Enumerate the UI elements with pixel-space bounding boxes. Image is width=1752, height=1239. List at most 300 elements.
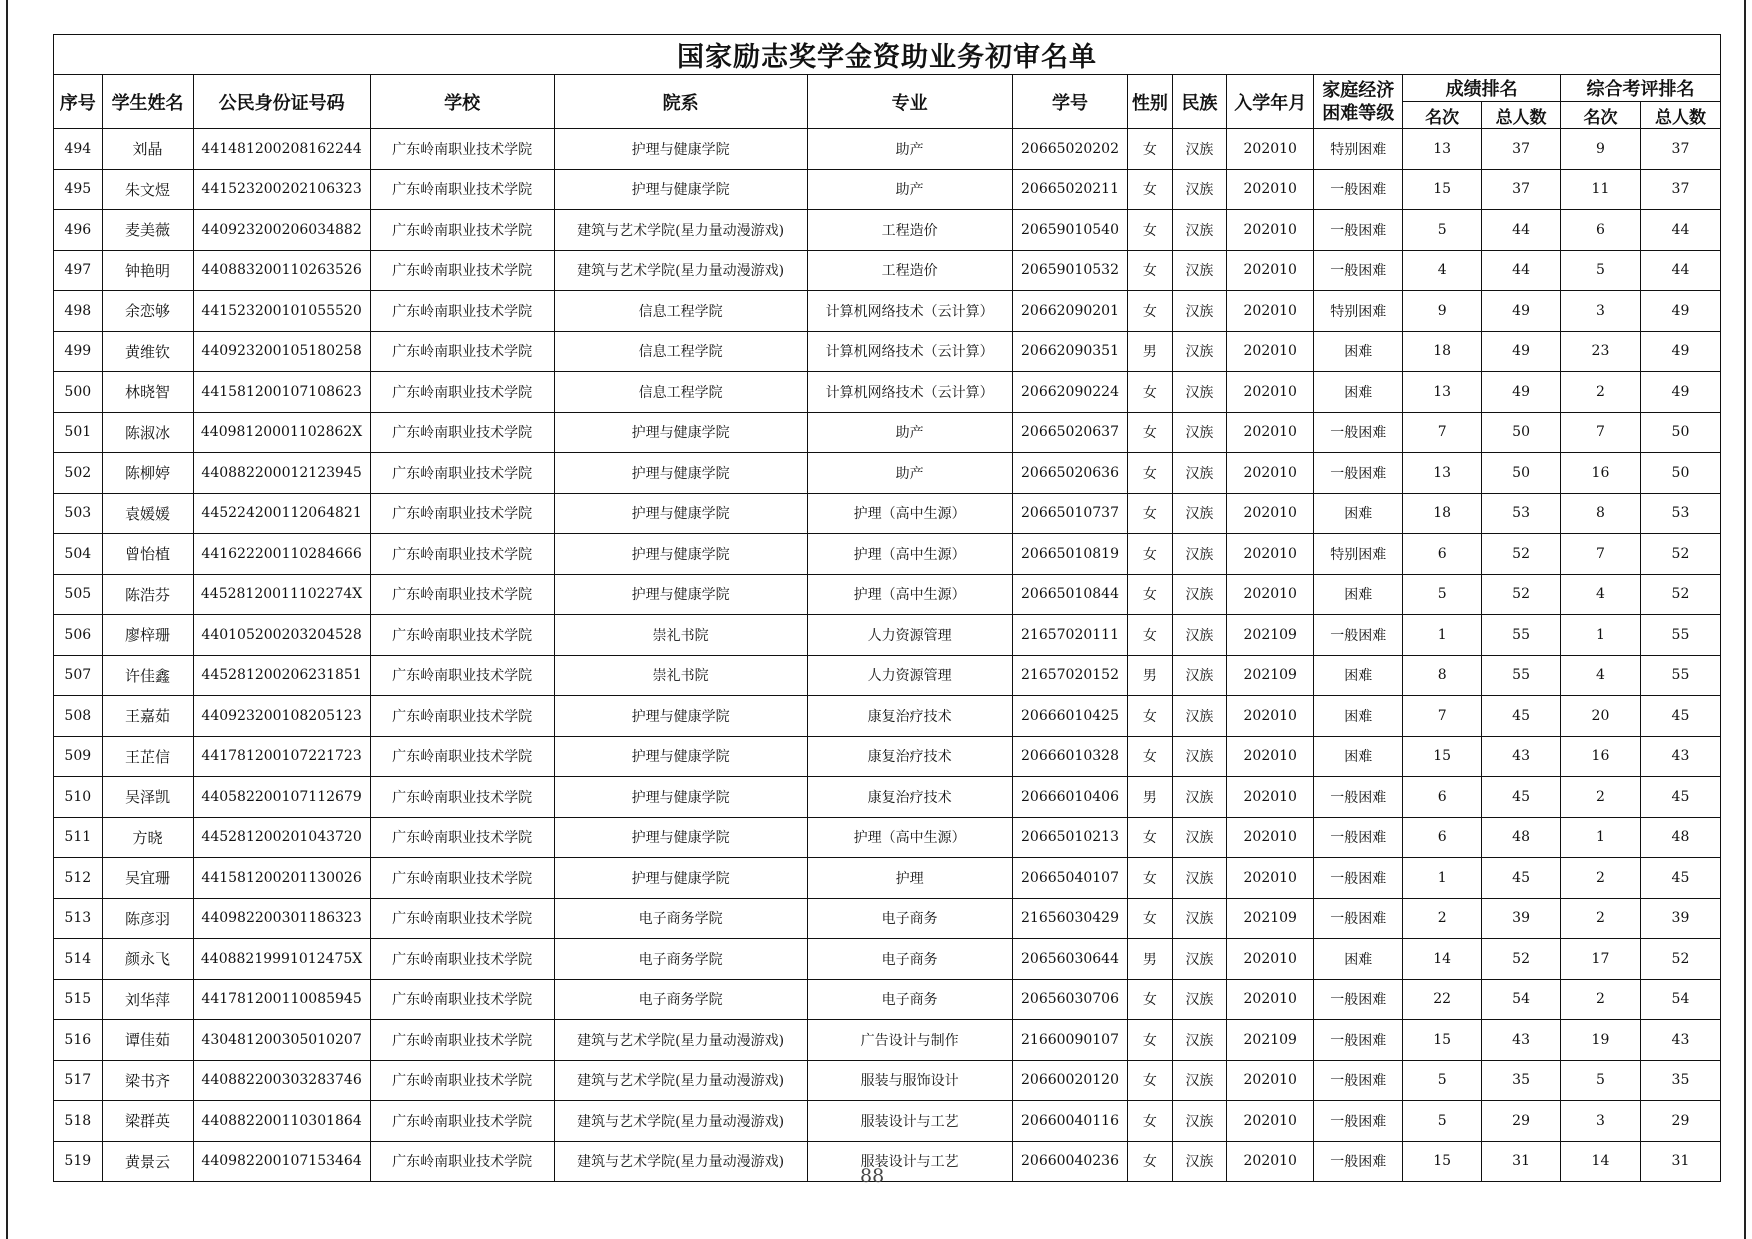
cell-major: 助产 xyxy=(807,412,1012,453)
cell-enroll: 202010 xyxy=(1227,493,1314,534)
cell-id-number: 445224200112064821 xyxy=(193,493,370,534)
cell-hardship: 一般困难 xyxy=(1314,979,1403,1020)
cell-enroll: 202010 xyxy=(1227,696,1314,737)
cell-major: 护理（高中生源） xyxy=(807,574,1012,615)
cell-student-no: 20666010328 xyxy=(1012,736,1127,777)
cell-ethnicity: 汉族 xyxy=(1172,939,1227,980)
cell-hardship: 一般困难 xyxy=(1314,858,1403,899)
cell-gender: 女 xyxy=(1128,453,1173,494)
cell-enroll: 202010 xyxy=(1227,412,1314,453)
cell-seq: 501 xyxy=(54,412,103,453)
cell-student-no: 20665010737 xyxy=(1012,493,1127,534)
cell-gender: 女 xyxy=(1128,1101,1173,1142)
cell-student-no: 20660040236 xyxy=(1012,1141,1127,1182)
cell-school: 广东岭南职业技术学院 xyxy=(370,129,554,170)
cell-school: 广东岭南职业技术学院 xyxy=(370,736,554,777)
cell-name: 陈彦羽 xyxy=(102,898,193,939)
cell-major: 助产 xyxy=(807,169,1012,210)
cell-student-no: 20665020636 xyxy=(1012,453,1127,494)
header-name: 学生姓名 xyxy=(102,75,193,129)
cell-grade-total: 50 xyxy=(1482,453,1561,494)
cell-department: 信息工程学院 xyxy=(554,291,807,332)
cell-ethnicity: 汉族 xyxy=(1172,1020,1227,1061)
cell-seq: 510 xyxy=(54,777,103,818)
cell-grade-rank: 18 xyxy=(1403,331,1482,372)
cell-major: 人力资源管理 xyxy=(807,655,1012,696)
cell-name: 颜永飞 xyxy=(102,939,193,980)
cell-seq: 504 xyxy=(54,534,103,575)
cell-enroll: 202010 xyxy=(1227,453,1314,494)
cell-id-number: 441481200208162244 xyxy=(193,129,370,170)
cell-gender: 女 xyxy=(1128,250,1173,291)
header-enroll: 入学年月 xyxy=(1227,75,1314,129)
cell-student-no: 21657020111 xyxy=(1012,615,1127,656)
cell-name: 黄维钦 xyxy=(102,331,193,372)
cell-overall-total: 52 xyxy=(1640,534,1720,575)
cell-department: 崇礼书院 xyxy=(554,615,807,656)
cell-gender: 女 xyxy=(1128,493,1173,534)
table-row xyxy=(54,291,1721,332)
cell-grade-rank: 1 xyxy=(1403,858,1482,899)
cell-grade-rank: 15 xyxy=(1403,736,1482,777)
cell-overall-rank: 2 xyxy=(1561,372,1641,413)
table-row xyxy=(54,979,1721,1020)
cell-major: 人力资源管理 xyxy=(807,615,1012,656)
cell-ethnicity: 汉族 xyxy=(1172,858,1227,899)
header-student-no: 学号 xyxy=(1012,75,1127,129)
table-row xyxy=(54,696,1721,737)
cell-department: 护理与健康学院 xyxy=(554,493,807,534)
cell-department: 护理与健康学院 xyxy=(554,169,807,210)
cell-grade-rank: 13 xyxy=(1403,453,1482,494)
cell-name: 陈柳婷 xyxy=(102,453,193,494)
cell-name: 袁媛媛 xyxy=(102,493,193,534)
cell-gender: 男 xyxy=(1128,777,1173,818)
cell-name: 麦美薇 xyxy=(102,210,193,251)
cell-overall-total: 55 xyxy=(1640,615,1720,656)
cell-major: 助产 xyxy=(807,129,1012,170)
cell-name: 陈浩芬 xyxy=(102,574,193,615)
table-row xyxy=(54,1020,1721,1061)
cell-enroll: 202010 xyxy=(1227,169,1314,210)
cell-enroll: 202010 xyxy=(1227,574,1314,615)
cell-hardship: 一般困难 xyxy=(1314,250,1403,291)
cell-seq: 508 xyxy=(54,696,103,737)
cell-enroll: 202010 xyxy=(1227,817,1314,858)
cell-id-number: 440982200107153464 xyxy=(193,1141,370,1182)
cell-grade-rank: 5 xyxy=(1403,574,1482,615)
cell-school: 广东岭南职业技术学院 xyxy=(370,979,554,1020)
cell-enroll: 202010 xyxy=(1227,858,1314,899)
cell-grade-rank: 22 xyxy=(1403,979,1482,1020)
cell-grade-rank: 13 xyxy=(1403,372,1482,413)
cell-department: 护理与健康学院 xyxy=(554,534,807,575)
cell-enroll: 202010 xyxy=(1227,331,1314,372)
cell-major: 电子商务 xyxy=(807,979,1012,1020)
cell-major: 护理（高中生源） xyxy=(807,534,1012,575)
cell-major: 广告设计与制作 xyxy=(807,1020,1012,1061)
cell-grade-rank: 6 xyxy=(1403,777,1482,818)
cell-seq: 507 xyxy=(54,655,103,696)
cell-enroll: 202010 xyxy=(1227,1101,1314,1142)
cell-major: 工程造价 xyxy=(807,210,1012,251)
cell-department: 建筑与艺术学院(星力量动漫游戏) xyxy=(554,1020,807,1061)
cell-student-no: 20666010425 xyxy=(1012,696,1127,737)
cell-name: 梁群英 xyxy=(102,1101,193,1142)
cell-department: 护理与健康学院 xyxy=(554,777,807,818)
cell-hardship: 一般困难 xyxy=(1314,898,1403,939)
cell-overall-rank: 2 xyxy=(1561,858,1641,899)
cell-seq: 495 xyxy=(54,169,103,210)
cell-ethnicity: 汉族 xyxy=(1172,736,1227,777)
cell-student-no: 20665020202 xyxy=(1012,129,1127,170)
cell-hardship: 一般困难 xyxy=(1314,1060,1403,1101)
cell-grade-total: 39 xyxy=(1482,898,1561,939)
table-row xyxy=(54,331,1721,372)
header-school: 学校 xyxy=(370,75,554,129)
cell-name: 钟艳明 xyxy=(102,250,193,291)
cell-major: 护理 xyxy=(807,858,1012,899)
cell-hardship: 困难 xyxy=(1314,372,1403,413)
cell-seq: 500 xyxy=(54,372,103,413)
cell-student-no: 20665040107 xyxy=(1012,858,1127,899)
cell-ethnicity: 汉族 xyxy=(1172,210,1227,251)
roster-body xyxy=(54,129,1721,1182)
cell-school: 广东岭南职业技术学院 xyxy=(370,696,554,737)
cell-ethnicity: 汉族 xyxy=(1172,979,1227,1020)
cell-grade-rank: 8 xyxy=(1403,655,1482,696)
cell-major: 康复治疗技术 xyxy=(807,696,1012,737)
cell-enroll: 202109 xyxy=(1227,655,1314,696)
cell-grade-total: 45 xyxy=(1482,696,1561,737)
cell-name: 刘晶 xyxy=(102,129,193,170)
cell-major: 计算机网络技术（云计算） xyxy=(807,291,1012,332)
cell-id-number: 440923200105180258 xyxy=(193,331,370,372)
cell-overall-rank: 9 xyxy=(1561,129,1641,170)
cell-overall-rank: 23 xyxy=(1561,331,1641,372)
cell-enroll: 202109 xyxy=(1227,898,1314,939)
cell-id-number: 430481200305010207 xyxy=(193,1020,370,1061)
cell-overall-rank: 14 xyxy=(1561,1141,1641,1182)
cell-department: 电子商务学院 xyxy=(554,898,807,939)
cell-grade-total: 55 xyxy=(1482,655,1561,696)
cell-grade-total: 43 xyxy=(1482,1020,1561,1061)
header-overall-rank: 名次 xyxy=(1561,102,1641,129)
cell-overall-total: 50 xyxy=(1640,412,1720,453)
cell-grade-total: 52 xyxy=(1482,574,1561,615)
cell-department: 护理与健康学院 xyxy=(554,858,807,899)
cell-student-no: 20665020637 xyxy=(1012,412,1127,453)
cell-overall-total: 54 xyxy=(1640,979,1720,1020)
table-row xyxy=(54,372,1721,413)
cell-department: 护理与健康学院 xyxy=(554,453,807,494)
cell-major: 服装与服饰设计 xyxy=(807,1060,1012,1101)
cell-school: 广东岭南职业技术学院 xyxy=(370,574,554,615)
cell-ethnicity: 汉族 xyxy=(1172,493,1227,534)
cell-name: 余恋够 xyxy=(102,291,193,332)
cell-enroll: 202109 xyxy=(1227,1020,1314,1061)
cell-hardship: 一般困难 xyxy=(1314,1141,1403,1182)
cell-ethnicity: 汉族 xyxy=(1172,129,1227,170)
cell-grade-rank: 5 xyxy=(1403,1060,1482,1101)
cell-school: 广东岭南职业技术学院 xyxy=(370,858,554,899)
cell-hardship: 一般困难 xyxy=(1314,210,1403,251)
cell-gender: 男 xyxy=(1128,331,1173,372)
cell-major: 服装设计与工艺 xyxy=(807,1141,1012,1182)
cell-gender: 女 xyxy=(1128,1020,1173,1061)
cell-enroll: 202010 xyxy=(1227,291,1314,332)
cell-hardship: 一般困难 xyxy=(1314,453,1403,494)
cell-overall-total: 55 xyxy=(1640,655,1720,696)
cell-seq: 503 xyxy=(54,493,103,534)
cell-student-no: 21660090107 xyxy=(1012,1020,1127,1061)
cell-ethnicity: 汉族 xyxy=(1172,412,1227,453)
cell-grade-total: 48 xyxy=(1482,817,1561,858)
cell-enroll: 202010 xyxy=(1227,979,1314,1020)
cell-gender: 女 xyxy=(1128,574,1173,615)
cell-department: 信息工程学院 xyxy=(554,331,807,372)
cell-overall-total: 50 xyxy=(1640,453,1720,494)
table-row xyxy=(54,736,1721,777)
cell-seq: 515 xyxy=(54,979,103,1020)
cell-grade-rank: 15 xyxy=(1403,1141,1482,1182)
cell-enroll: 202010 xyxy=(1227,534,1314,575)
cell-department: 护理与健康学院 xyxy=(554,129,807,170)
cell-school: 广东岭南职业技术学院 xyxy=(370,1020,554,1061)
cell-hardship: 困难 xyxy=(1314,655,1403,696)
cell-overall-total: 37 xyxy=(1640,129,1720,170)
cell-overall-rank: 5 xyxy=(1561,250,1641,291)
cell-school: 广东岭南职业技术学院 xyxy=(370,372,554,413)
cell-overall-rank: 2 xyxy=(1561,898,1641,939)
cell-overall-total: 44 xyxy=(1640,250,1720,291)
page-right-rule xyxy=(1744,0,1746,1239)
cell-hardship: 一般困难 xyxy=(1314,412,1403,453)
cell-student-no: 20659010532 xyxy=(1012,250,1127,291)
table-title: 国家励志奖学金资助业务初审名单 xyxy=(54,35,1721,75)
cell-major: 护理（高中生源） xyxy=(807,493,1012,534)
cell-student-no: 20665020211 xyxy=(1012,169,1127,210)
cell-overall-rank: 17 xyxy=(1561,939,1641,980)
cell-name: 谭佳茹 xyxy=(102,1020,193,1061)
cell-overall-total: 39 xyxy=(1640,898,1720,939)
cell-name: 王嘉茹 xyxy=(102,696,193,737)
cell-student-no: 20662090201 xyxy=(1012,291,1127,332)
cell-hardship: 特别困难 xyxy=(1314,291,1403,332)
cell-ethnicity: 汉族 xyxy=(1172,1141,1227,1182)
header-major: 专业 xyxy=(807,75,1012,129)
cell-major: 服装设计与工艺 xyxy=(807,1101,1012,1142)
cell-major: 助产 xyxy=(807,453,1012,494)
cell-ethnicity: 汉族 xyxy=(1172,615,1227,656)
header-gender: 性别 xyxy=(1128,75,1173,129)
cell-grade-total: 52 xyxy=(1482,939,1561,980)
cell-department: 建筑与艺术学院(星力量动漫游戏) xyxy=(554,250,807,291)
cell-major: 计算机网络技术（云计算） xyxy=(807,372,1012,413)
header-hardship: 家庭经济困难等级 xyxy=(1314,75,1403,129)
cell-grade-total: 52 xyxy=(1482,534,1561,575)
cell-department: 建筑与艺术学院(星力量动漫游戏) xyxy=(554,1060,807,1101)
cell-enroll: 202010 xyxy=(1227,372,1314,413)
cell-department: 建筑与艺术学院(星力量动漫游戏) xyxy=(554,1141,807,1182)
header-id-number: 公民身份证号码 xyxy=(193,75,370,129)
roster-table xyxy=(53,34,1721,1182)
cell-gender: 女 xyxy=(1128,736,1173,777)
cell-ethnicity: 汉族 xyxy=(1172,250,1227,291)
cell-name: 陈淑冰 xyxy=(102,412,193,453)
cell-overall-total: 45 xyxy=(1640,858,1720,899)
cell-grade-total: 44 xyxy=(1482,250,1561,291)
table-row xyxy=(54,453,1721,494)
cell-name: 黄景云 xyxy=(102,1141,193,1182)
cell-department: 护理与健康学院 xyxy=(554,696,807,737)
cell-grade-rank: 9 xyxy=(1403,291,1482,332)
cell-grade-rank: 7 xyxy=(1403,696,1482,737)
page-number: 88 xyxy=(860,1165,885,1187)
cell-overall-rank: 19 xyxy=(1561,1020,1641,1061)
cell-overall-rank: 4 xyxy=(1561,655,1641,696)
cell-school: 广东岭南职业技术学院 xyxy=(370,493,554,534)
cell-gender: 男 xyxy=(1128,939,1173,980)
table-row xyxy=(54,250,1721,291)
cell-overall-total: 45 xyxy=(1640,696,1720,737)
cell-grade-total: 53 xyxy=(1482,493,1561,534)
cell-id-number: 441581200201130026 xyxy=(193,858,370,899)
cell-name: 梁书齐 xyxy=(102,1060,193,1101)
cell-gender: 女 xyxy=(1128,1060,1173,1101)
cell-overall-total: 48 xyxy=(1640,817,1720,858)
cell-enroll: 202010 xyxy=(1227,1141,1314,1182)
cell-overall-total: 45 xyxy=(1640,777,1720,818)
cell-ethnicity: 汉族 xyxy=(1172,1101,1227,1142)
cell-overall-rank: 6 xyxy=(1561,210,1641,251)
cell-overall-rank: 11 xyxy=(1561,169,1641,210)
cell-overall-rank: 3 xyxy=(1561,291,1641,332)
cell-name: 曾怡植 xyxy=(102,534,193,575)
cell-enroll: 202010 xyxy=(1227,250,1314,291)
cell-seq: 505 xyxy=(54,574,103,615)
cell-ethnicity: 汉族 xyxy=(1172,169,1227,210)
cell-school: 广东岭南职业技术学院 xyxy=(370,898,554,939)
cell-seq: 517 xyxy=(54,1060,103,1101)
cell-id-number: 440883200110263526 xyxy=(193,250,370,291)
cell-enroll: 202109 xyxy=(1227,615,1314,656)
cell-name: 许佳鑫 xyxy=(102,655,193,696)
cell-major: 计算机网络技术（云计算） xyxy=(807,331,1012,372)
cell-ethnicity: 汉族 xyxy=(1172,291,1227,332)
cell-gender: 女 xyxy=(1128,979,1173,1020)
cell-overall-total: 49 xyxy=(1640,372,1720,413)
cell-id-number: 440923200108205123 xyxy=(193,696,370,737)
cell-gender: 女 xyxy=(1128,372,1173,413)
cell-major: 电子商务 xyxy=(807,939,1012,980)
cell-id-number: 44528120011102274X xyxy=(193,574,370,615)
cell-grade-total: 45 xyxy=(1482,858,1561,899)
cell-name: 朱文煜 xyxy=(102,169,193,210)
cell-grade-rank: 15 xyxy=(1403,1020,1482,1061)
cell-school: 广东岭南职业技术学院 xyxy=(370,777,554,818)
table-row xyxy=(54,939,1721,980)
cell-student-no: 21656030429 xyxy=(1012,898,1127,939)
cell-school: 广东岭南职业技术学院 xyxy=(370,615,554,656)
header-overall-rank-group: 综合考评排名 xyxy=(1561,75,1721,102)
cell-grade-total: 43 xyxy=(1482,736,1561,777)
cell-ethnicity: 汉族 xyxy=(1172,696,1227,737)
cell-school: 广东岭南职业技术学院 xyxy=(370,250,554,291)
cell-overall-rank: 20 xyxy=(1561,696,1641,737)
cell-id-number: 445281200206231851 xyxy=(193,655,370,696)
cell-id-number: 440882200110301864 xyxy=(193,1101,370,1142)
cell-id-number: 440982200301186323 xyxy=(193,898,370,939)
cell-grade-total: 49 xyxy=(1482,372,1561,413)
cell-overall-rank: 2 xyxy=(1561,979,1641,1020)
cell-seq: 494 xyxy=(54,129,103,170)
cell-grade-total: 54 xyxy=(1482,979,1561,1020)
cell-seq: 498 xyxy=(54,291,103,332)
cell-hardship: 一般困难 xyxy=(1314,1101,1403,1142)
cell-overall-rank: 16 xyxy=(1561,453,1641,494)
cell-ethnicity: 汉族 xyxy=(1172,817,1227,858)
cell-id-number: 440582200107112679 xyxy=(193,777,370,818)
cell-student-no: 20659010540 xyxy=(1012,210,1127,251)
table-row xyxy=(54,169,1721,210)
cell-school: 广东岭南职业技术学院 xyxy=(370,655,554,696)
header-overall-total: 总人数 xyxy=(1640,102,1720,129)
cell-gender: 女 xyxy=(1128,696,1173,737)
cell-grade-total: 49 xyxy=(1482,331,1561,372)
cell-hardship: 一般困难 xyxy=(1314,169,1403,210)
page-left-rule xyxy=(6,0,8,1239)
cell-grade-rank: 15 xyxy=(1403,169,1482,210)
cell-ethnicity: 汉族 xyxy=(1172,898,1227,939)
cell-hardship: 困难 xyxy=(1314,939,1403,980)
cell-seq: 497 xyxy=(54,250,103,291)
cell-department: 电子商务学院 xyxy=(554,979,807,1020)
cell-ethnicity: 汉族 xyxy=(1172,1060,1227,1101)
cell-name: 廖梓珊 xyxy=(102,615,193,656)
cell-id-number: 441523200202106323 xyxy=(193,169,370,210)
cell-overall-total: 53 xyxy=(1640,493,1720,534)
cell-overall-rank: 8 xyxy=(1561,493,1641,534)
cell-hardship: 困难 xyxy=(1314,696,1403,737)
cell-student-no: 20660020120 xyxy=(1012,1060,1127,1101)
cell-gender: 女 xyxy=(1128,898,1173,939)
cell-hardship: 困难 xyxy=(1314,736,1403,777)
cell-gender: 女 xyxy=(1128,169,1173,210)
cell-grade-total: 37 xyxy=(1482,129,1561,170)
cell-ethnicity: 汉族 xyxy=(1172,331,1227,372)
cell-grade-rank: 6 xyxy=(1403,534,1482,575)
cell-overall-rank: 2 xyxy=(1561,777,1641,818)
cell-gender: 男 xyxy=(1128,655,1173,696)
cell-student-no: 21657020152 xyxy=(1012,655,1127,696)
table-row xyxy=(54,1141,1721,1182)
cell-id-number: 440882200303283746 xyxy=(193,1060,370,1101)
cell-school: 广东岭南职业技术学院 xyxy=(370,817,554,858)
cell-school: 广东岭南职业技术学院 xyxy=(370,534,554,575)
cell-department: 建筑与艺术学院(星力量动漫游戏) xyxy=(554,1101,807,1142)
cell-seq: 499 xyxy=(54,331,103,372)
cell-gender: 女 xyxy=(1128,291,1173,332)
cell-school: 广东岭南职业技术学院 xyxy=(370,291,554,332)
cell-overall-rank: 16 xyxy=(1561,736,1641,777)
cell-seq: 502 xyxy=(54,453,103,494)
cell-name: 刘华萍 xyxy=(102,979,193,1020)
cell-school: 广东岭南职业技术学院 xyxy=(370,169,554,210)
cell-overall-rank: 1 xyxy=(1561,615,1641,656)
cell-grade-total: 44 xyxy=(1482,210,1561,251)
cell-gender: 女 xyxy=(1128,1141,1173,1182)
